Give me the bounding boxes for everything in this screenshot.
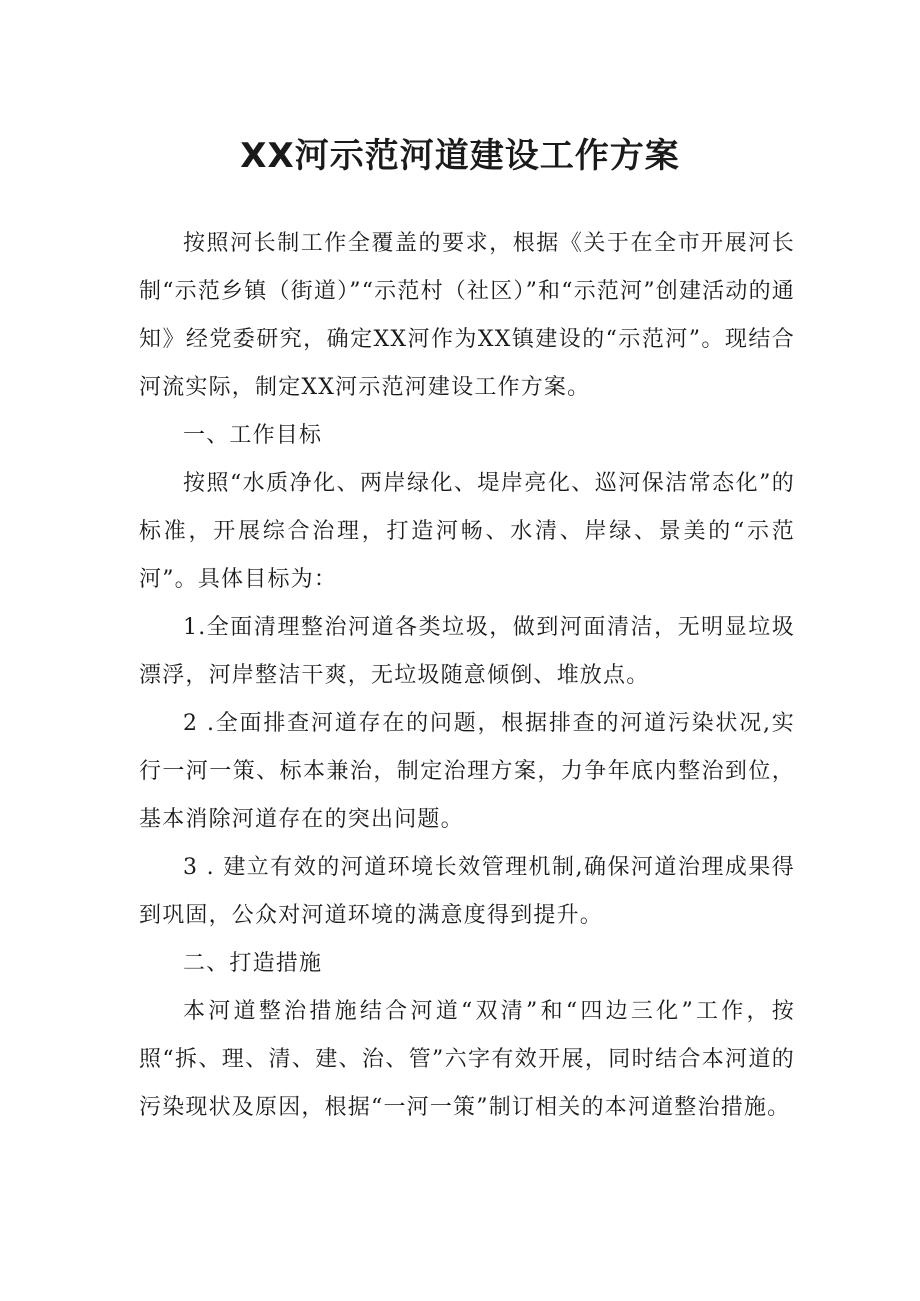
document-title: XX河示范河道建设工作方案 [240, 136, 680, 176]
intro-paragraph: 按照河长制工作全覆盖的要求，根据《关于在全市开展河长制“示范乡镇（街道）”“示范村（社区）”和“示范河”创建活动的通知》经党委研究，确定XX河作为XX镇建设的“示范河”。现结合河流实际，制定XX河示范河建设工作方案。 [139, 231, 795, 400]
section-heading-goals: 一、工作目标 [183, 423, 323, 448]
goal-item-1: 1.全面清理整治河道各类垃圾，做到河面清洁，无明显垃圾漂浮，河岸整洁干爽，无垃圾随意倾倒、堆放点。 [139, 615, 795, 688]
goal-item-3: 3 . 建立有效的河道环境长效管理机制,确保河道治理成果得到巩固，公众对河道环境的满意度得到提升。 [139, 855, 795, 928]
goal-item-2: 2 .全面排查河道存在的问题，根据排查的河道污染状况,实行一河一策、标本兼治，制定治理方案，力争年底内整治到位，基本消除河道存在的突出问题。 [139, 711, 795, 832]
section-heading-measures: 二、打造措施 [183, 951, 323, 976]
measures-intro-paragraph: 本河道整治措施结合河道“双清”和“四边三化”工作，按照“拆、理、清、建、治、管”六字有效开展，同时结合本河道的污染现状及原因，根据“一河一策”制订相关的本河道整治措施。 [139, 999, 795, 1120]
goals-intro-paragraph: 按照“水质净化、两岸绿化、堤岸亮化、巡河保洁常态化”的标准，开展综合治理，打造河畅、水清、岸绿、景美的“示范河”。具体目标为： [139, 471, 795, 592]
document-body [139, 220, 795, 1132]
